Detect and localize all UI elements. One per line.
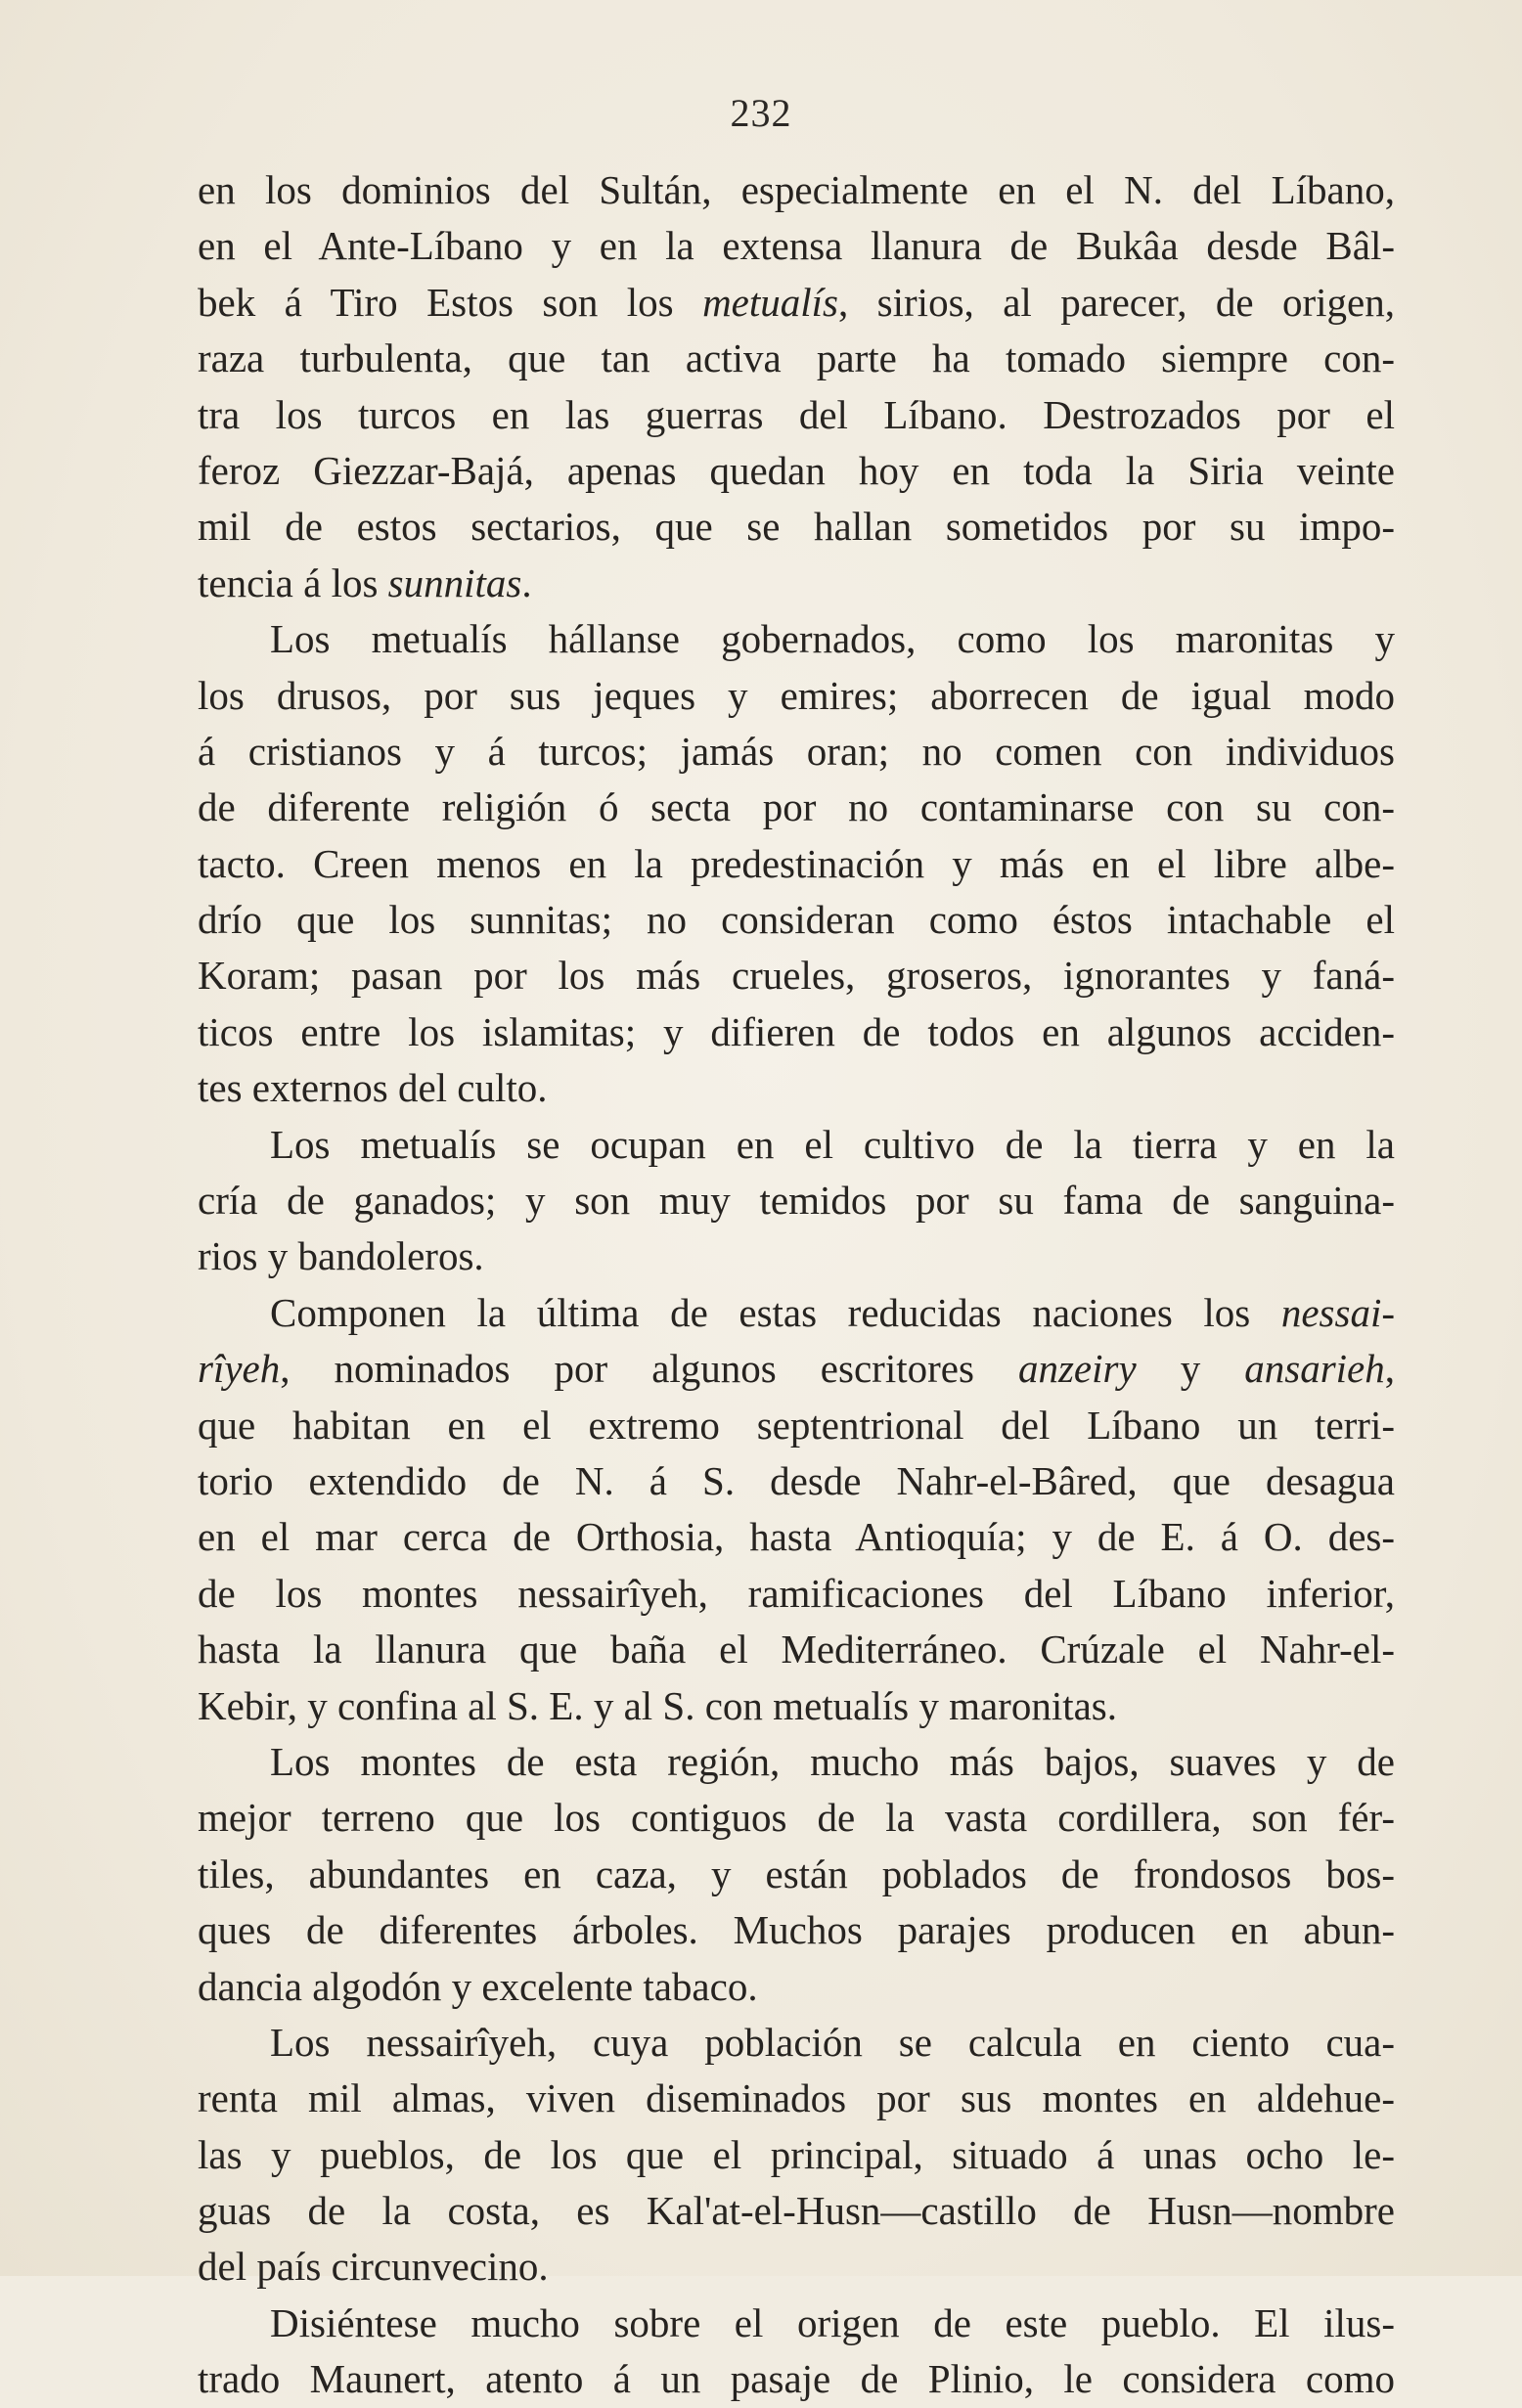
text-line: en el Ante-Líbano y en la extensa llanura de Bukâa desde Bâl-	[198, 223, 1395, 269]
text-line: tiles, abundantes en caza, y están poblados de frondosos bos-	[198, 1851, 1395, 1896]
text-line: Los montes de esta región, mucho más bajos, suaves y de	[270, 1738, 1395, 1784]
text-line	[198, 1341, 1395, 1397]
text-segment: bek á Tiro Estos son los	[198, 279, 703, 325]
text-line	[198, 275, 1395, 331]
text-segment: .	[521, 559, 532, 605]
italic-term: metualís	[702, 279, 838, 325]
text-line: Kebir, y confina al S. E. y al S. con metualís y maronitas.	[198, 1682, 1118, 1728]
text-line	[198, 556, 1395, 611]
text-segment: , sirios, al parecer, de origen,	[838, 279, 1395, 325]
italic-term: nessai-	[1280, 1289, 1395, 1335]
text-line: mil de estos sectarios, que se hallan sometidos por su impo-	[198, 504, 1395, 550]
text-line: hasta la llanura que baña el Mediterráneo. Crúzale el Nahr-el-	[198, 1627, 1395, 1672]
text-line: tacto. Creen menos en la predestinación y más en el libre albe-	[198, 840, 1395, 886]
text-line: Koram; pasan por los más crueles, groseros, ignorantes y faná-	[198, 953, 1395, 999]
text-line: en los dominios del Sultán, especialmente en el N. del Líbano,	[198, 167, 1395, 212]
text-line: los drusos, por sus jeques y emires; aborrecen de igual modo	[198, 672, 1395, 718]
italic-term: sunnitas	[387, 559, 522, 605]
text-line: rios y bandoleros.	[198, 1233, 484, 1279]
text-line: mejor terreno que los contiguos de la vasta cordillera, son fér-	[198, 1795, 1395, 1841]
text-line: cría de ganados; y son muy temidos por su fama de sanguina-	[198, 1178, 1395, 1224]
text-line: de los montes nessairîyeh, ramificaciones del Líbano inferior,	[198, 1570, 1395, 1616]
text-line: raza turbulenta, que tan activa parte ha tomado siempre con-	[198, 335, 1395, 381]
text-line: ticos entre los islamitas; y difieren de todos en algunos acciden-	[198, 1008, 1395, 1054]
text-line: Disiéntese mucho sobre el origen de este pueblo. El ilus-	[270, 2299, 1395, 2345]
body-text	[198, 162, 1395, 2408]
text-segment: , nominados por algunos escritores	[280, 1346, 1018, 1392]
text-line	[198, 1285, 1395, 1341]
text-segment: y	[1136, 1346, 1245, 1392]
text-line: torio extendido de N. á S. desde Nahr-el-Bâred, que desagua	[198, 1457, 1395, 1503]
page-number: 232	[730, 91, 792, 135]
text-line: Los metualís hállanse gobernados, como los maronitas y	[270, 616, 1395, 662]
text-line: de diferente religión ó secta por no contaminarse con su con-	[198, 784, 1395, 830]
text-line: Los nessairîyeh, cuya población se calcula en ciento cua-	[270, 2019, 1395, 2065]
text-line: del país circunvecino.	[198, 2244, 549, 2290]
italic-term: rîyeh	[198, 1346, 281, 1392]
text-line: guas de la costa, es Kal'at-el-Husn—castillo de Husn—nombre	[198, 2188, 1395, 2234]
text-line: renta mil almas, viven diseminados por sus montes en aldehue-	[198, 2075, 1395, 2121]
text-line: drío que los sunnitas; no consideran como éstos intachable el	[198, 897, 1395, 943]
text-line: que habitan en el extremo septentrional del Líbano un terri-	[198, 1402, 1395, 1448]
text-segment: ,	[1384, 1346, 1395, 1392]
text-line: á cristianos y á turcos; jamás oran; no comen con individuos	[198, 728, 1395, 774]
text-line: feroz Giezzar-Bajá, apenas quedan hoy en toda la Siria veinte	[198, 447, 1395, 493]
text-line: ques de diferentes árboles. Muchos parajes producen en abun-	[198, 1907, 1395, 1953]
text-segment: Componen la última de estas reducidas naciones los	[270, 1289, 1281, 1335]
text-line: tes externos del culto.	[198, 1065, 548, 1111]
text-line: tra los turcos en las guerras del Líbano. Destrozados por el	[198, 391, 1395, 437]
text-line: las y pueblos, de los que el principal, situado á unas ocho le-	[198, 2131, 1395, 2177]
text-line: trado Maunert, atento á un pasaje de Plinio, le considera como	[198, 2356, 1395, 2402]
text-line: Los metualís se ocupan en el cultivo de la tierra y en la	[270, 1121, 1395, 1167]
italic-term: anzeiry	[1017, 1346, 1137, 1392]
italic-term: ansarieh	[1244, 1346, 1385, 1392]
text-line: dancia algodón y excelente tabaco.	[198, 1963, 758, 2009]
text-segment: tencia á los	[198, 559, 388, 605]
text-line: en el mar cerca de Orthosia, hasta Antioquía; y de E. á O. des-	[198, 1514, 1395, 1560]
